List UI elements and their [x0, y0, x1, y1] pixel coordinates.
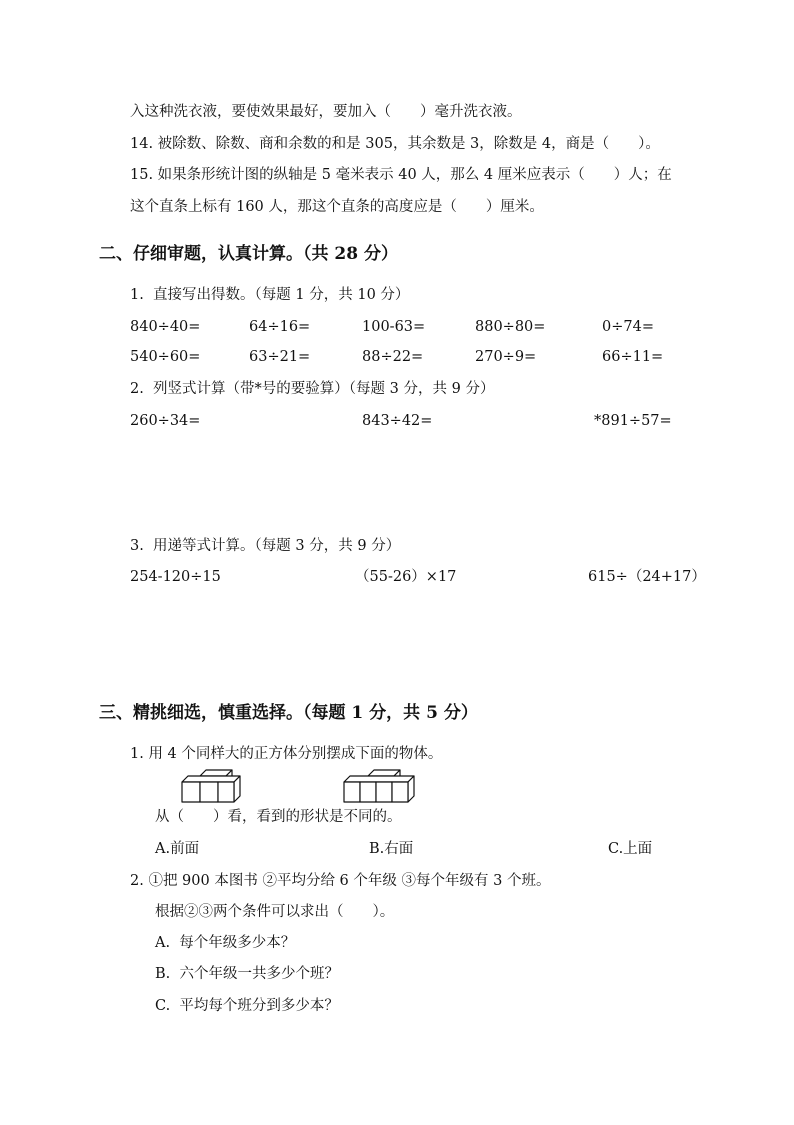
- choice-2-option-b: B. 六个年级一共多少个班？: [155, 966, 339, 982]
- choice-question-1: 1. 用 4 个同样大的正方体分别摆成下面的物体。: [130, 746, 443, 762]
- oral-calc-item: 540÷60=: [130, 349, 201, 365]
- part-1-title: 1. 直接写出得数。（每题 1 分，共 10 分）: [130, 287, 410, 303]
- choice-question-2: 2. ①把 900 本图书 ②平均分给 6 个年级 ③每个年级有 3 个班。: [130, 873, 551, 889]
- oral-calc-item: 0÷74=: [602, 319, 654, 335]
- choice-2-stem: 根据②③两个条件可以求出（ ）。: [155, 904, 395, 920]
- choice-2-option-c: C. 平均每个班分到多少本？: [155, 998, 339, 1014]
- section-2-heading: 二、仔细审题，认真计算。（共 28 分）: [99, 244, 398, 264]
- part-3-title: 3. 用递等式计算。（每题 3 分，共 9 分）: [130, 538, 401, 554]
- choice-2-option-a: A. 每个年级多少本？: [155, 935, 296, 951]
- choice-1-option-c: C.上面: [608, 841, 653, 857]
- question-15-line2: 这个直条上标有 160 人，那这个直条的高度应是（ ）厘米。: [130, 199, 544, 215]
- choice-1-stem: 从（ ）看，看到的形状是不同的。: [155, 809, 402, 825]
- vertical-calc-item: 260÷34=: [130, 413, 201, 429]
- cube-figure-right: [342, 768, 422, 806]
- choice-1-option-b: B.右面: [369, 841, 414, 857]
- stepwise-calc-item: 254-120÷15: [130, 569, 221, 585]
- oral-calc-item: 880÷80=: [475, 319, 546, 335]
- oral-calc-item: 66÷11=: [602, 349, 664, 365]
- oral-calc-item: 840÷40=: [130, 319, 201, 335]
- section-3-heading: 三、精挑细选，慎重选择。（每题 1 分，共 5 分）: [99, 703, 478, 723]
- oral-calc-item: 88÷22=: [362, 349, 424, 365]
- vertical-calc-item: 843÷42=: [362, 413, 433, 429]
- part-2-title: 2. 列竖式计算（带*号的要验算）（每题 3 分，共 9 分）: [130, 381, 495, 397]
- stepwise-calc-item: 615÷（24+17）: [588, 569, 706, 585]
- oral-calc-item: 100-63=: [362, 319, 426, 335]
- choice-1-option-a: A.前面: [155, 841, 200, 857]
- cube-figure-left: [180, 768, 260, 806]
- question-14: 14. 被除数、除数、商和余数的和是 305，其余数是 3，除数是 4，商是（ ）。: [130, 136, 660, 152]
- question-13-continuation: 入这种洗衣液，要使效果最好，要加入（ ）毫升洗衣液。: [130, 104, 522, 120]
- vertical-calc-item: *891÷57=: [594, 413, 672, 429]
- stepwise-calc-item: （55-26）×17: [355, 569, 457, 585]
- question-15-line1: 15. 如果条形统计图的纵轴是 5 毫米表示 40 人，那么 4 厘米应表示（ ）人；在: [130, 167, 672, 183]
- oral-calc-item: 270÷9=: [475, 349, 537, 365]
- oral-calc-item: 63÷21=: [249, 349, 311, 365]
- oral-calc-item: 64÷16=: [249, 319, 311, 335]
